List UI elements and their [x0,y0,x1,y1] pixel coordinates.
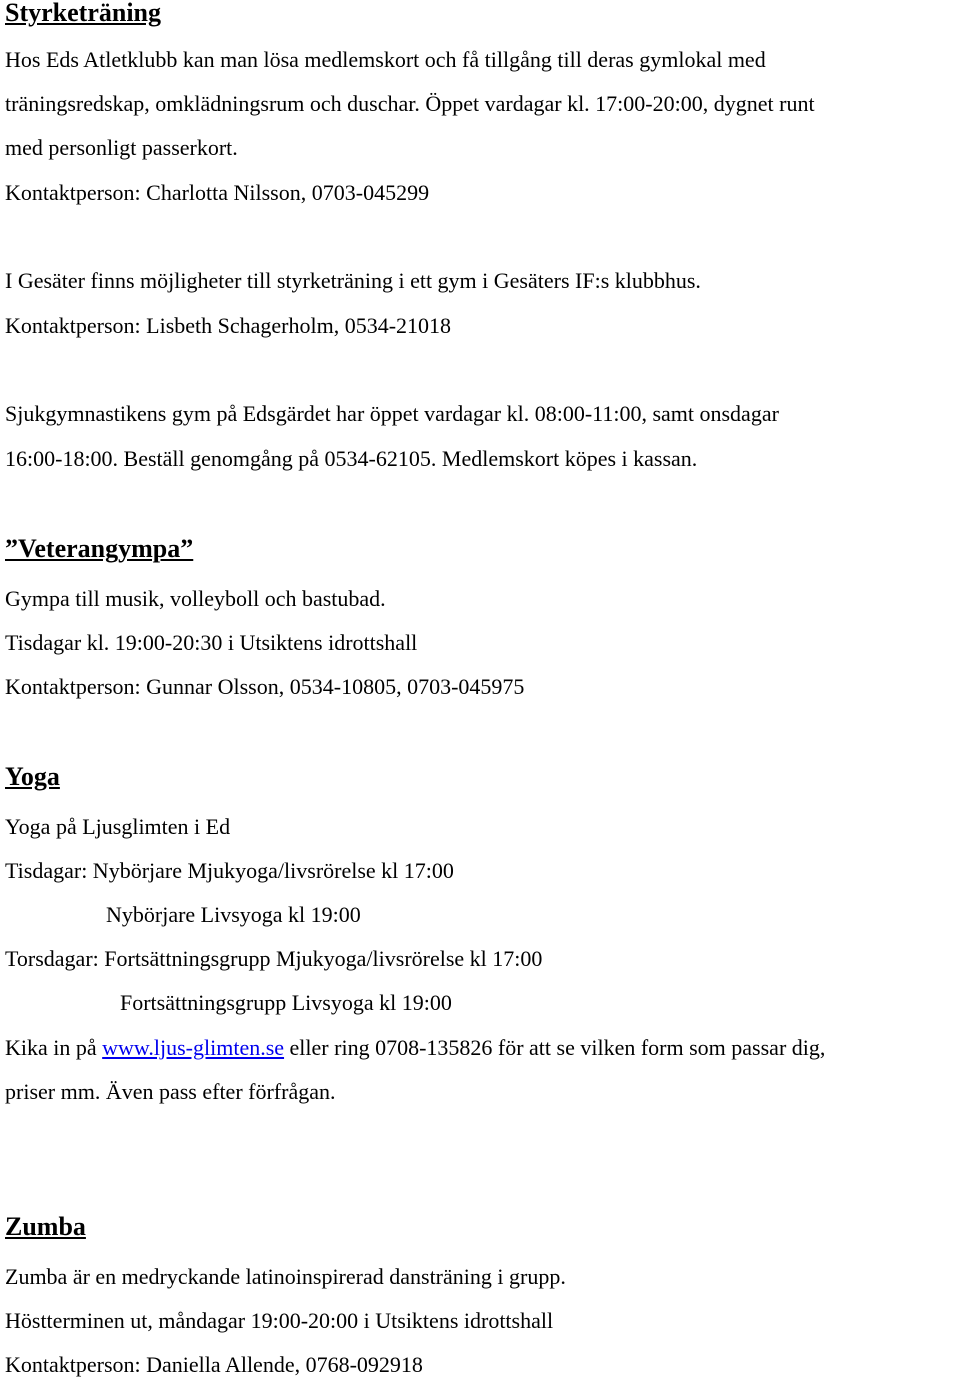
yoga-info-prefix: Kika in på [5,1035,103,1060]
styrketraning-paragraph-line: med personligt passerkort. [5,135,238,160]
contact-lisbeth: Kontaktperson: Lisbeth Schagerholm, 0534-21018 [5,313,452,338]
yoga-tuesday-continued: Nybörjare Livsyoga kl 19:00 [106,902,361,927]
styrketraning-paragraph-line: träningsredskap, omklädningsrum och duschar. Öppet vardagar kl. 17:00-20:00, dygnet runt [5,91,815,116]
yoga-thursday: Torsdagar: Fortsättningsgrupp Mjukyoga/livsrörelse kl 17:00 [5,946,543,971]
contact-charlotta: Kontaktperson: Charlotta Nilsson, 0703-045299 [5,180,430,205]
zumba-line: Höstterminen ut, måndagar 19:00-20:00 i Utsiktens idrottshall [5,1308,554,1333]
contact-gunnar: Kontaktperson: Gunnar Olsson, 0534-10805, 0703-045975 [5,674,525,699]
yoga-intro: Yoga på Ljusglimten i Ed [5,814,231,839]
styrketraning-paragraph-line: Hos Eds Atletklubb kan man lösa medlemskort och få tillgång till deras gymlokal med [5,47,766,72]
yoga-info-suffix: eller ring 0708-135826 för att se vilken form som passar dig, [284,1035,826,1060]
heading-styrketraning: Styrketräning [5,0,161,27]
yoga-thursday-continued: Fortsättningsgrupp Livsyoga kl 19:00 [120,990,452,1015]
veterangympa-line: Gympa till musik, volleyboll och bastubad. [5,586,386,611]
yoga-tuesday: Tisdagar: Nybörjare Mjukyoga/livsrörelse kl 17:00 [5,858,454,883]
heading-yoga: Yoga [5,762,60,791]
veterangympa-line: Tisdagar kl. 19:00-20:30 i Utsiktens idrottshall [5,630,418,655]
ljus-glimten-link[interactable]: www.ljus-glimten.se [102,1035,285,1060]
heading-zumba: Zumba [5,1212,86,1241]
gesater-paragraph: I Gesäter finns möjligheter till styrketräning i ett gym i Gesäters IF:s klubbhus. [5,268,701,293]
zumba-line: Zumba är en medryckande latinoinspirerad dansträning i grupp. [5,1264,566,1289]
contact-daniella: Kontaktperson: Daniella Allende, 0768-092918 [5,1352,423,1377]
yoga-info-line-2: priser mm. Även pass efter förfrågan. [5,1079,336,1104]
heading-veterangympa: ”Veterangympa” [5,534,194,563]
yoga-info-line [5,1035,825,1061]
sjukgymnastik-paragraph-line: Sjukgymnastikens gym på Edsgärdet har öppet vardagar kl. 08:00-11:00, samt onsdagar [5,401,779,426]
sjukgymnastik-paragraph-line: 16:00-18:00. Beställ genomgång på 0534-62105. Medlemskort köpes i kassan. [5,446,698,471]
